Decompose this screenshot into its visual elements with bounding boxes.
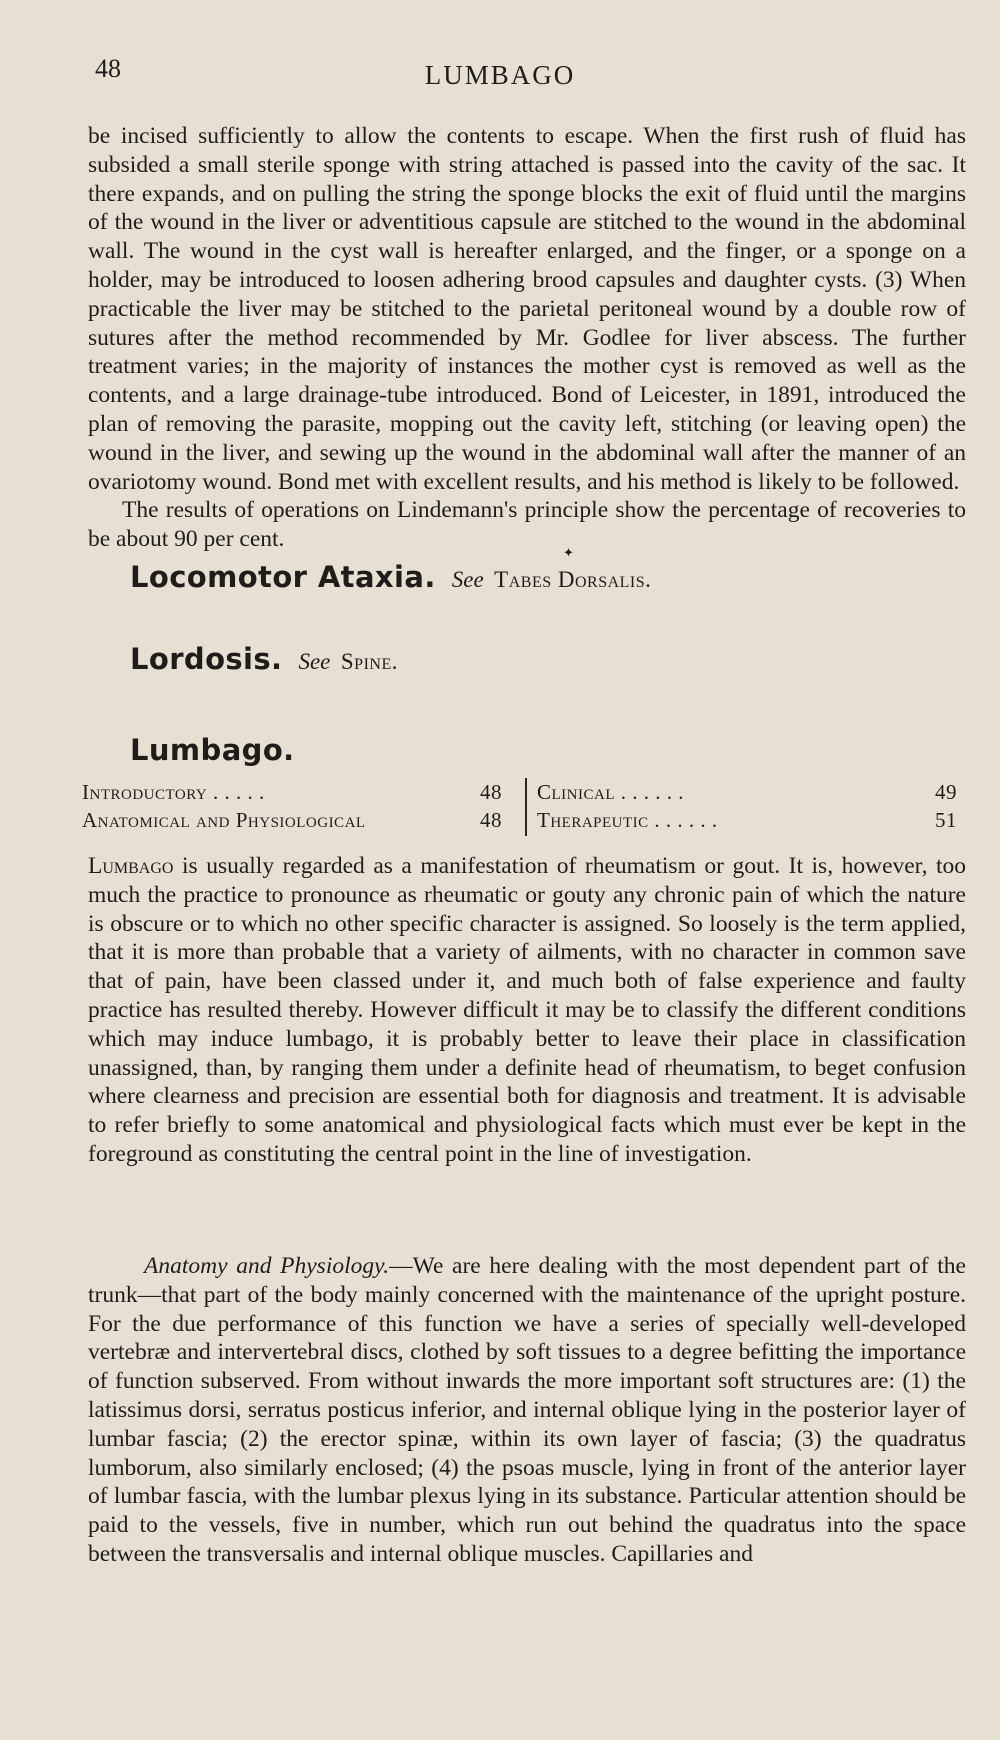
cross-reference: Tabes Dorsalis. xyxy=(494,567,652,592)
asterisk-ornament-icon: ✦ xyxy=(563,545,574,560)
contents-item: Clinical . . . . . . 49 xyxy=(537,780,957,804)
contents-item: Therapeutic . . . . . . 51 xyxy=(537,808,957,832)
entry-lumbago xyxy=(130,733,295,767)
paragraph: be incised sufficiently to allow the contents to escape. When the first rush of fluid has subsided a small sterile sponge with string attached is passed into the cavity of the sac. It there expands, and on pulling the string the sponge blocks the exit of fluid until the margins of the wound in the liver or adventitious capsule are stitched to the wound in the abdominal wall. The wound in the cyst wall is hereafter enlarged, and the finger, or a sponge on a holder, may be introduced to loosen adhering brood capsules and daughter cysts. (3) When practicable the liver may be stitched to the parietal peritoneal wound by a double row of sutures after the method recommended by Mr. Godlee for liver abscess. The further treatment varies; in the majority of instances the mother cyst is removed as well as the contents, and a large drainage-tube introduced. Bond of Leicester, in 1891, introduced the plan of removing the parasite, mopping out the cavity left, stitching (or leaving open) the wound in the liver, and sewing up the wound in the abdominal wall after the manner of an ovariotomy wound. Bond met with excellent results, and his method is likely to be followed. xyxy=(88,123,966,495)
contents-right-column xyxy=(525,778,957,836)
paragraph: Lumbago is usually regarded as a manifestation of rheumatism or gout. It is, however, too much the practice to pronounce as rheumatic or gouty any chronic pain of which the nature is obscure or to which no other specific character is assigned. So loosely is the term applied, that it is more than probable that a variety of ailments, with no character in common save that of pain, have been classed under it, and much both of false experience and faulty practice has resulted thereby. However difficult it may be to classify the different conditions which may induce lumbago, it is probably better to leave their place in classification unassigned, than, by ranging them under a definite head of rheumatism, to beget confusion where clearness and precision are essential both for diagnosis and treatment. It is advisable to refer briefly to some anatomical and physiological facts which must ever be kept in the foreground as constituting the central point in the line of investigation. xyxy=(88,853,966,1167)
entry-lordosis xyxy=(130,642,398,676)
entry-heading: Locomotor Ataxia. xyxy=(130,560,436,594)
contents-item: Introductory . . . . . 48 xyxy=(82,780,502,804)
entry-heading: Lordosis. xyxy=(130,642,283,676)
paragraph: The results of operations on Lindemann's principle show the percentage of recoveries to be about 90 per cent. xyxy=(88,497,966,553)
lumbago-introduction xyxy=(88,852,966,1169)
contents-item: Anatomical and Physiological 48 xyxy=(82,808,502,832)
lead-word: Lumbago xyxy=(88,853,174,879)
contents-left-column xyxy=(82,778,502,834)
anatomy-physiology-section xyxy=(88,1252,966,1569)
running-head: LUMBAGO xyxy=(424,60,576,90)
run-in-heading: Anatomy and Physiology. xyxy=(144,1253,390,1279)
see-label: See xyxy=(451,567,484,592)
cross-reference: Spine. xyxy=(340,649,398,674)
see-label: See xyxy=(298,649,331,674)
paragraph: Anatomy and Physiology.—We are here dealing with the most dependent part of the trunk—that part of the body mainly concerned with the maintenance of the upright posture. For the due performance of this function we have a series of specially well-developed vertebræ and intervertebral discs, clothed by soft tissues to a degree befitting the importance of function subserved. From without inwards the more important soft structures are: (1) the latissimus dorsi, serratus posticus inferior, and internal oblique lying in the posterior layer of lumbar fascia; (2) the erector spinæ, within its own layer of fascia; (3) the quadratus lumborum, also similarly enclosed; (4) the psoas muscle, lying in front of the anterior layer of lumbar fascia, with the lumbar plexus lying in its substance. Particular attention should be paid to the vessels, five in number, which run out behind the quadratus into the space between the transversalis and internal oblique muscles. Capillaries and xyxy=(88,1253,966,1567)
hydatid-treatment-text xyxy=(88,122,966,554)
entry-heading: Lumbago. xyxy=(130,733,295,767)
page-number: 48 xyxy=(95,54,121,83)
entry-locomotor-ataxia xyxy=(130,560,651,594)
